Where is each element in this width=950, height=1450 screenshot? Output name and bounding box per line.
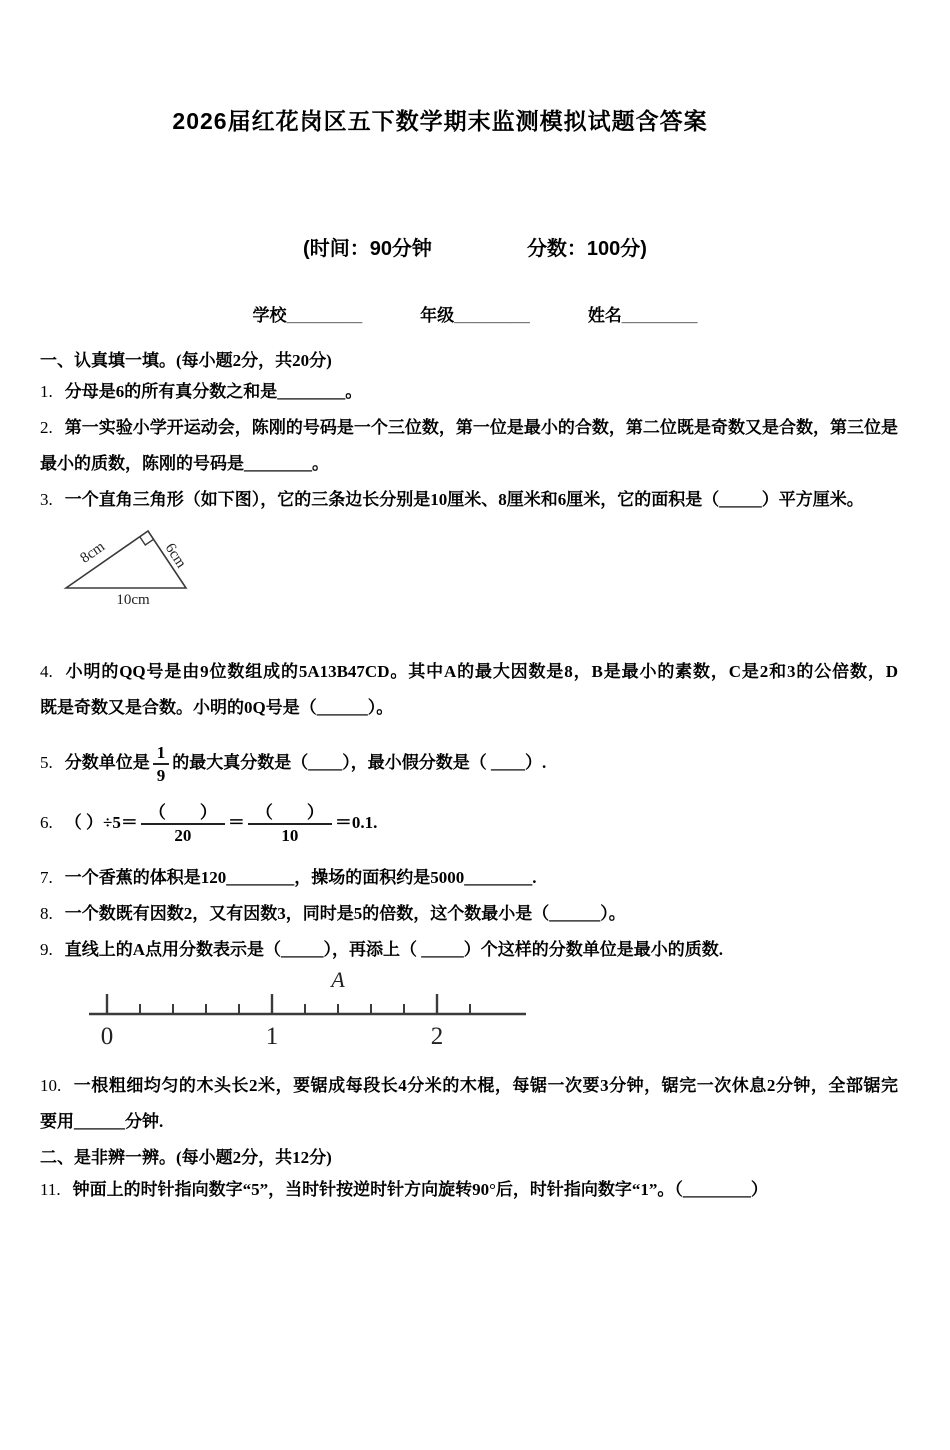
question-3 — [40, 482, 898, 518]
question-2-line-1: 2. 第一实验小学开运动会，陈刚的号码是一个三位数，第一位是最小的合数，第二位既是奇数又是合数，第三位是 — [40, 418, 898, 437]
question-11-text: 钟面上的时针指向数字“5”，当时针按逆时针方向旋转90°后，时针指向数字“1”。（________） — [72, 1180, 768, 1199]
triangle-right-side-label: 6cm — [161, 540, 190, 572]
number-line-label-2: 2 — [430, 1023, 444, 1050]
question-3-text: 一个直角三角形（如下图），它的三条边长分别是10厘米、8厘米和6厘米，它的面积是（_____）平方厘米。 — [64, 490, 864, 509]
number-line-figure — [64, 970, 544, 1054]
right-triangle-figure — [48, 514, 238, 614]
exam-meta-line — [0, 236, 950, 262]
question-5: 5. 分数单位是 $\frac{1}{9}$ 的最大真分数是（____），最小假分数是（ ____）. — [40, 743, 547, 785]
question-11 — [40, 1172, 898, 1208]
name-field: 姓名________ — [587, 306, 698, 325]
question-1-number: 1. — [40, 382, 53, 401]
point-a-label: A — [331, 970, 345, 992]
question-8-number: 8. — [40, 904, 53, 923]
question-9-number: 9. — [40, 940, 53, 959]
question-6-number: 6. — [40, 812, 53, 832]
question-4-number: 4. — [40, 662, 53, 681]
section-1-heading: 一、认真填一填。(每小题2分，共20分) — [40, 351, 332, 370]
question-10-line-1: 10. 一根粗细均匀的木头长2米，要锯成每段长4分米的木棍，每锯一次要3分钟，锯完一次休息2分钟，全部锯完 — [40, 1076, 898, 1095]
question-7-number: 7. — [40, 868, 53, 887]
fraction-1-9: $\frac{1}{9}$ — [153, 742, 170, 786]
section-2-heading: 二、是非辨一辨。(每小题2分，共12分) — [40, 1148, 332, 1167]
question-4-line-1: 4. 小明的QQ号是由9位数组成的5A13B47CD。其中A的最大因数是8，B是最小的素数，C是2和3的公倍数，D — [40, 662, 898, 681]
question-10 — [40, 1068, 898, 1140]
question-4-line-2: 既是奇数又是合数。小明的0Q号是（______）。 — [40, 698, 394, 717]
page-title: 2026届红花岗区五下数学期末监测模拟试题含答案 — [172, 108, 708, 134]
question-1-text: 分母是6的所有真分数之和是________。 — [64, 382, 363, 401]
question-11-number: 11. — [40, 1180, 61, 1199]
question-5-number: 5. — [40, 752, 53, 772]
question-4 — [40, 654, 898, 726]
question-2-number: 2. — [40, 418, 53, 437]
triangle-left-side-label: 8cm — [77, 538, 108, 567]
question-8 — [40, 896, 898, 932]
triangle-base-label: 10cm — [116, 592, 150, 608]
question-3-number: 3. — [40, 490, 53, 509]
time-label: (时间：90分钟 — [303, 238, 432, 260]
fraction-blank-20: $\frac{( )}{20}$ — [141, 802, 225, 846]
question-10-line-2: 要用______分钟. — [40, 1112, 164, 1131]
question-2-line-2: 最小的质数，陈刚的号码是________。 — [40, 454, 329, 473]
number-line-label-0: 0 — [100, 1023, 114, 1050]
score-label: 分数：100分) — [526, 238, 647, 260]
question-8-text: 一个数既有因数2，又有因数3，同时是5的倍数，这个数最小是（______）。 — [64, 904, 626, 923]
question-1 — [40, 374, 898, 410]
question-9 — [40, 932, 898, 968]
question-7-text: 一个香蕉的体积是120________，操场的面积约是5000________. — [64, 868, 537, 887]
school-field: 学校________ — [252, 306, 363, 325]
question-10-number: 10. — [40, 1076, 62, 1095]
number-line-label-1: 1 — [265, 1023, 279, 1050]
fraction-blank-10: $\frac{( )}{10}$ — [248, 802, 332, 846]
question-9-text: 直线上的A点用分数表示是（_____），再添上（ _____）个这样的分数单位是最小的质数. — [64, 940, 724, 959]
exam-page — [0, 106, 950, 1208]
question-7 — [40, 860, 898, 896]
grade-field: 年级________ — [420, 306, 530, 325]
question-6: 6. （ ）÷5＝ $\frac{( )}{20}$ ＝ $\frac{( )}{10}$ ＝0.1. — [40, 803, 378, 845]
exam-body — [0, 348, 950, 1208]
question-2 — [40, 410, 898, 482]
student-info-line — [0, 304, 950, 328]
right-angle-mark — [140, 537, 154, 545]
